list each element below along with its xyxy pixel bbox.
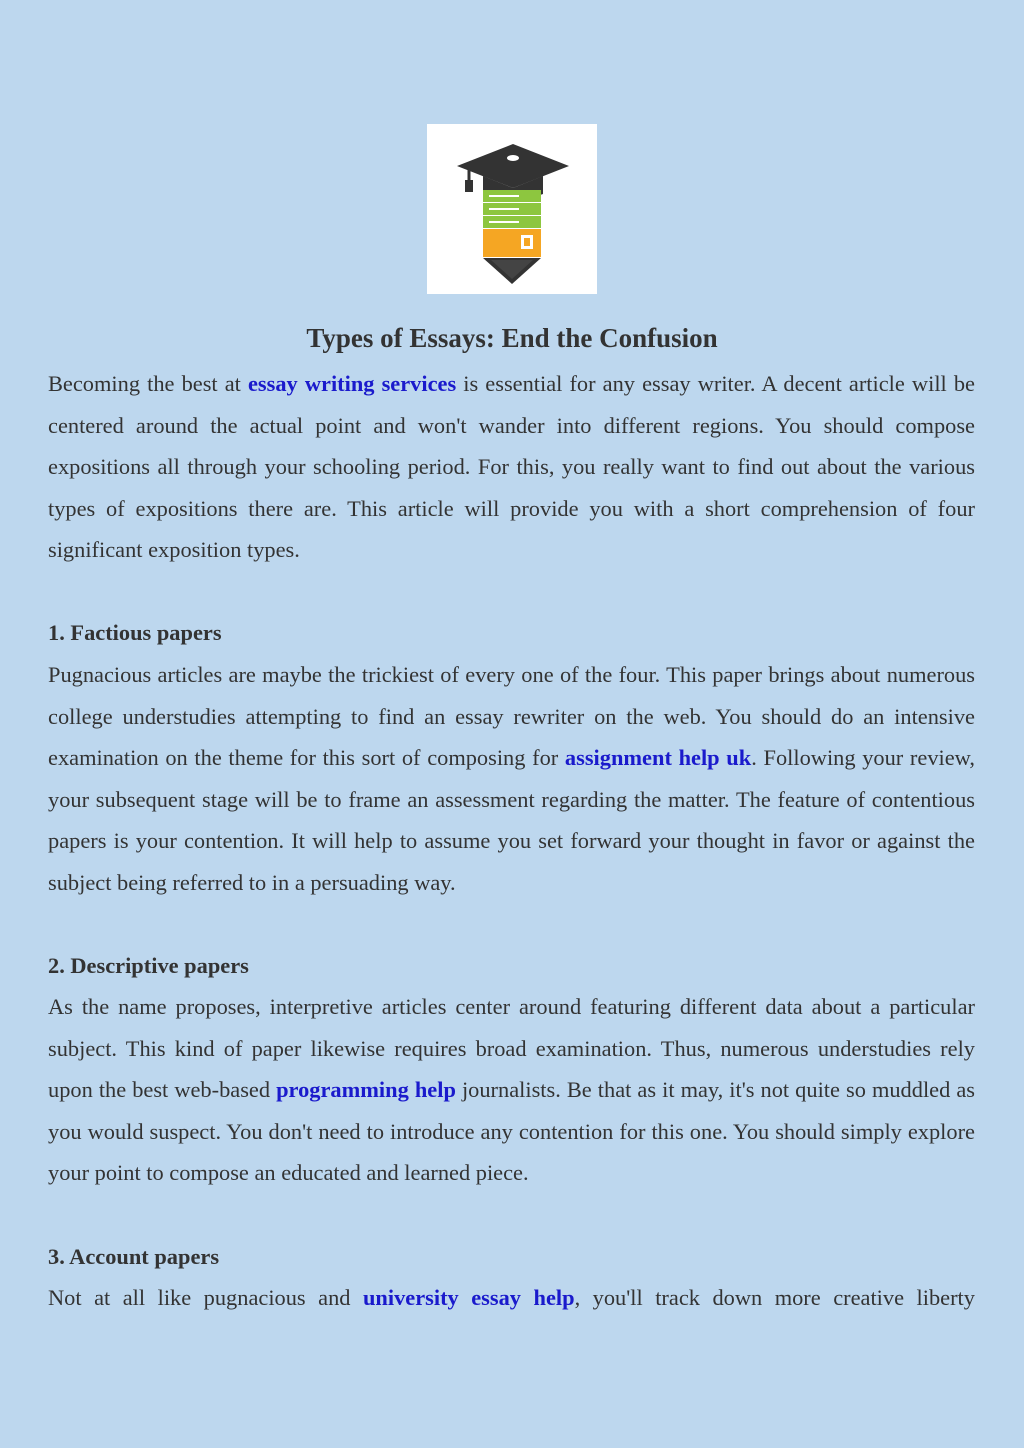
section-text-before-link: Not at all like pugnacious and (48, 1285, 363, 1310)
intro-text-before-link: Becoming the best at (48, 371, 248, 396)
logo (427, 124, 597, 294)
essay-writing-services-link[interactable]: essay writing services (247, 371, 457, 396)
section-text-before-link: As the name proposes, interpretive articles center around featuring different data about a particular subject. This kind of paper likewise requires broad examination. Thus, numerous understudies rely upon the best web-based (48, 994, 975, 1102)
university-essay-help-link[interactable]: university essay help (362, 1285, 575, 1310)
section-paragraph-descriptive-papers (48, 986, 975, 1194)
intro-paragraph (48, 363, 975, 571)
programming-help-link[interactable]: programming help (276, 1077, 456, 1102)
section-text-after-link: journalists. Be that as it may, it's not quite so muddled as you would suspect. You don't need to introduce any contention for this one. You should simply explore your point to compose an educated and learned piece. (48, 1077, 975, 1185)
section-heading-account-papers: 3. Account papers (48, 1244, 220, 1269)
section-text-after-link: . Following your review, your subsequent stage will be to frame an assessment regarding the matter. The feature of contentious papers is your contention. It will help to assume you set forward your thought in favor or against the subject being referred to in a persuading way. (48, 745, 975, 895)
document-title: Types of Essays: End the Confusion (306, 323, 718, 353)
section-paragraph-account-papers (48, 1277, 975, 1319)
section-text-after-link: , you'll track down more creative liberty (574, 1285, 975, 1310)
section-heading-descriptive-papers: 2. Descriptive papers (48, 953, 249, 978)
section-heading-factious-papers: 1. Factious papers (48, 620, 222, 645)
section-paragraph-factious-papers (48, 654, 975, 903)
graduation-cap-pencil-icon (427, 124, 597, 294)
intro-text-after-link: is essential for any essay writer. A decent article will be centered around the actual point and won't wander into different regions. You should compose expositions all through your schooling period. For this, you really want to find out about the various types of expositions there are. This article will provide you with a short comprehension of four significant exposition types. (48, 371, 975, 562)
section-text-before-link: Pugnacious articles are maybe the trickiest of every one of the four. This paper brings about numerous college understudies attempting to find an essay rewriter on the web. You should do an intensive examination on the theme for this sort of composing for (48, 662, 975, 770)
assignment-help-uk-link[interactable]: assignment help uk (564, 745, 752, 770)
